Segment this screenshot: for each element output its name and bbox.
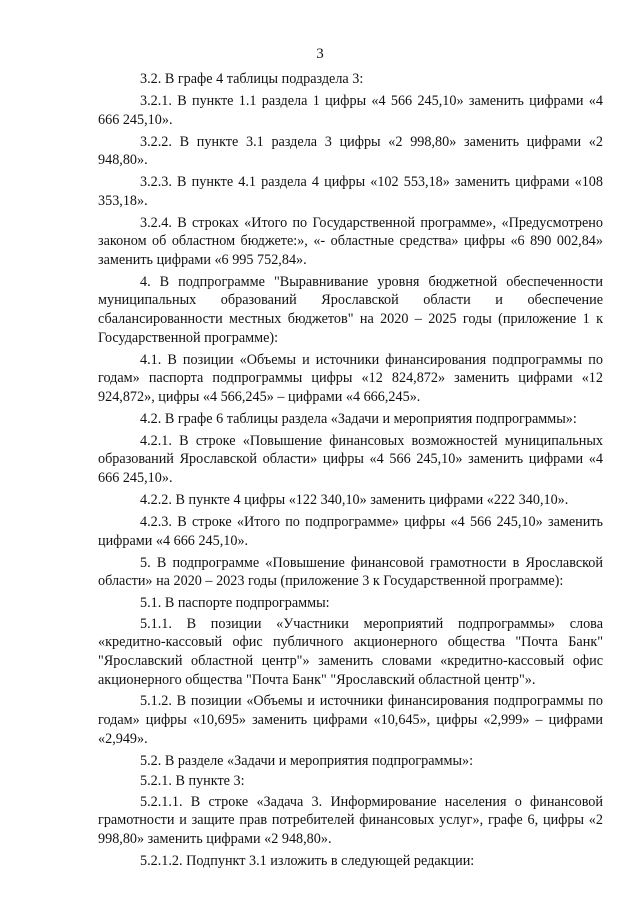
paragraph-5-1: 5.1. В паспорте подпрограммы:: [140, 595, 330, 612]
document-body: [98, 70, 603, 874]
paragraph-5-2-1: 5.2.1. В пункте 3:: [140, 773, 245, 790]
paragraph-5-2-1-2: 5.2.1.2. Подпункт 3.1 изложить в следующей редакции:: [140, 853, 475, 870]
paragraph-5-2: 5.2. В разделе «Задачи и мероприятия подпрограммы»:: [140, 752, 474, 769]
paragraph-3-2-2: 3.2.2. В пункте 3.1 раздела 3 цифры «2 998,80» заменить цифрами «2 948,80».: [98, 133, 603, 169]
paragraph-4-2-3: 4.2.3. В строке «Итого по подпрограмме» цифры «4 566 245,10» заменить цифрами «4 666 245,10».: [98, 513, 603, 549]
paragraph-3-2: 3.2. В графе 4 таблицы подраздела 3:: [140, 71, 364, 87]
page-number: 3: [316, 46, 324, 62]
paragraph-4-2: 4.2. В графе 6 таблицы раздела «Задачи и мероприятия подпрограммы»:: [140, 410, 577, 427]
paragraph-4-2-1: 4.2.1. В строке «Повышение финансовых возможностей муниципальных образований Ярославской области» цифры «4 566 245,10» заменить цифрами «4 666 245,10».: [98, 432, 603, 486]
paragraph-5-1-1: 5.1.1. В позиции «Участники мероприятий подпрограммы» слова «кредитно-кассовый офис публичного акционерного общества "Почта Банк" "Ярославский областной центр"» заменить словами «кредитно-кассовый офис акционерного общества "Почта Банк" "Ярославский областной центр"».: [98, 615, 603, 688]
paragraph-3-2-3: 3.2.3. В пункте 4.1 раздела 4 цифры «102 553,18» заменить цифрами «108 353,18».: [98, 174, 603, 209]
paragraph-3-2-4: 3.2.4. В строках «Итого по Государственной программе», «Предусмотрено законом об областном бюджете:», «- областные средства» цифры «6 890 002,84» заменить цифрами «6 995 752,84».: [98, 214, 603, 268]
paragraph-5-2-1-1: 5.2.1.1. В строке «Задача 3. Информирование населения о финансовой грамотности и защите прав потребителей финансовых услуг», графе 6, цифры «2 998,80» заменить цифрами «2 948,80».: [98, 793, 603, 848]
paragraph-3-2-1: 3.2.1. В пункте 1.1 раздела 1 цифры «4 566 245,10» заменить цифрами «4 666 245,10».: [98, 92, 603, 128]
paragraph-4-2-2: 4.2.2. В пункте 4 цифры «122 340,10» заменить цифрами «222 340,10».: [140, 491, 569, 508]
paragraph-4-1: 4.1. В позиции «Объемы и источники финансирования подпрограммы по годам» паспорта подпрограммы цифры «12 824,872» заменить цифрами «12 924,872», цифры «4 566,245» – цифрами «4 666,245».: [98, 351, 603, 405]
paragraph-5: 5. В подпрограмме «Повышение финансовой грамотности в Ярославской области» на 2020 – 2023 годы (приложение 3 к Государственной программе):: [98, 554, 603, 590]
paragraph-4: 4. В подпрограмме "Выравнивание уровня бюджетной обеспеченности муниципальных образований Ярославской области и обеспечение сбалансированности местных бюджетов" на 2020 – 2025 годы (приложение 1 к Государственной программе):: [98, 273, 603, 346]
paragraph-5-1-2: 5.1.2. В позиции «Объемы и источники финансирования подпрограммы по годам» цифры «10,695» заменить цифрами «10,645», цифры «2,999» – цифрами «2,949».: [98, 693, 603, 747]
